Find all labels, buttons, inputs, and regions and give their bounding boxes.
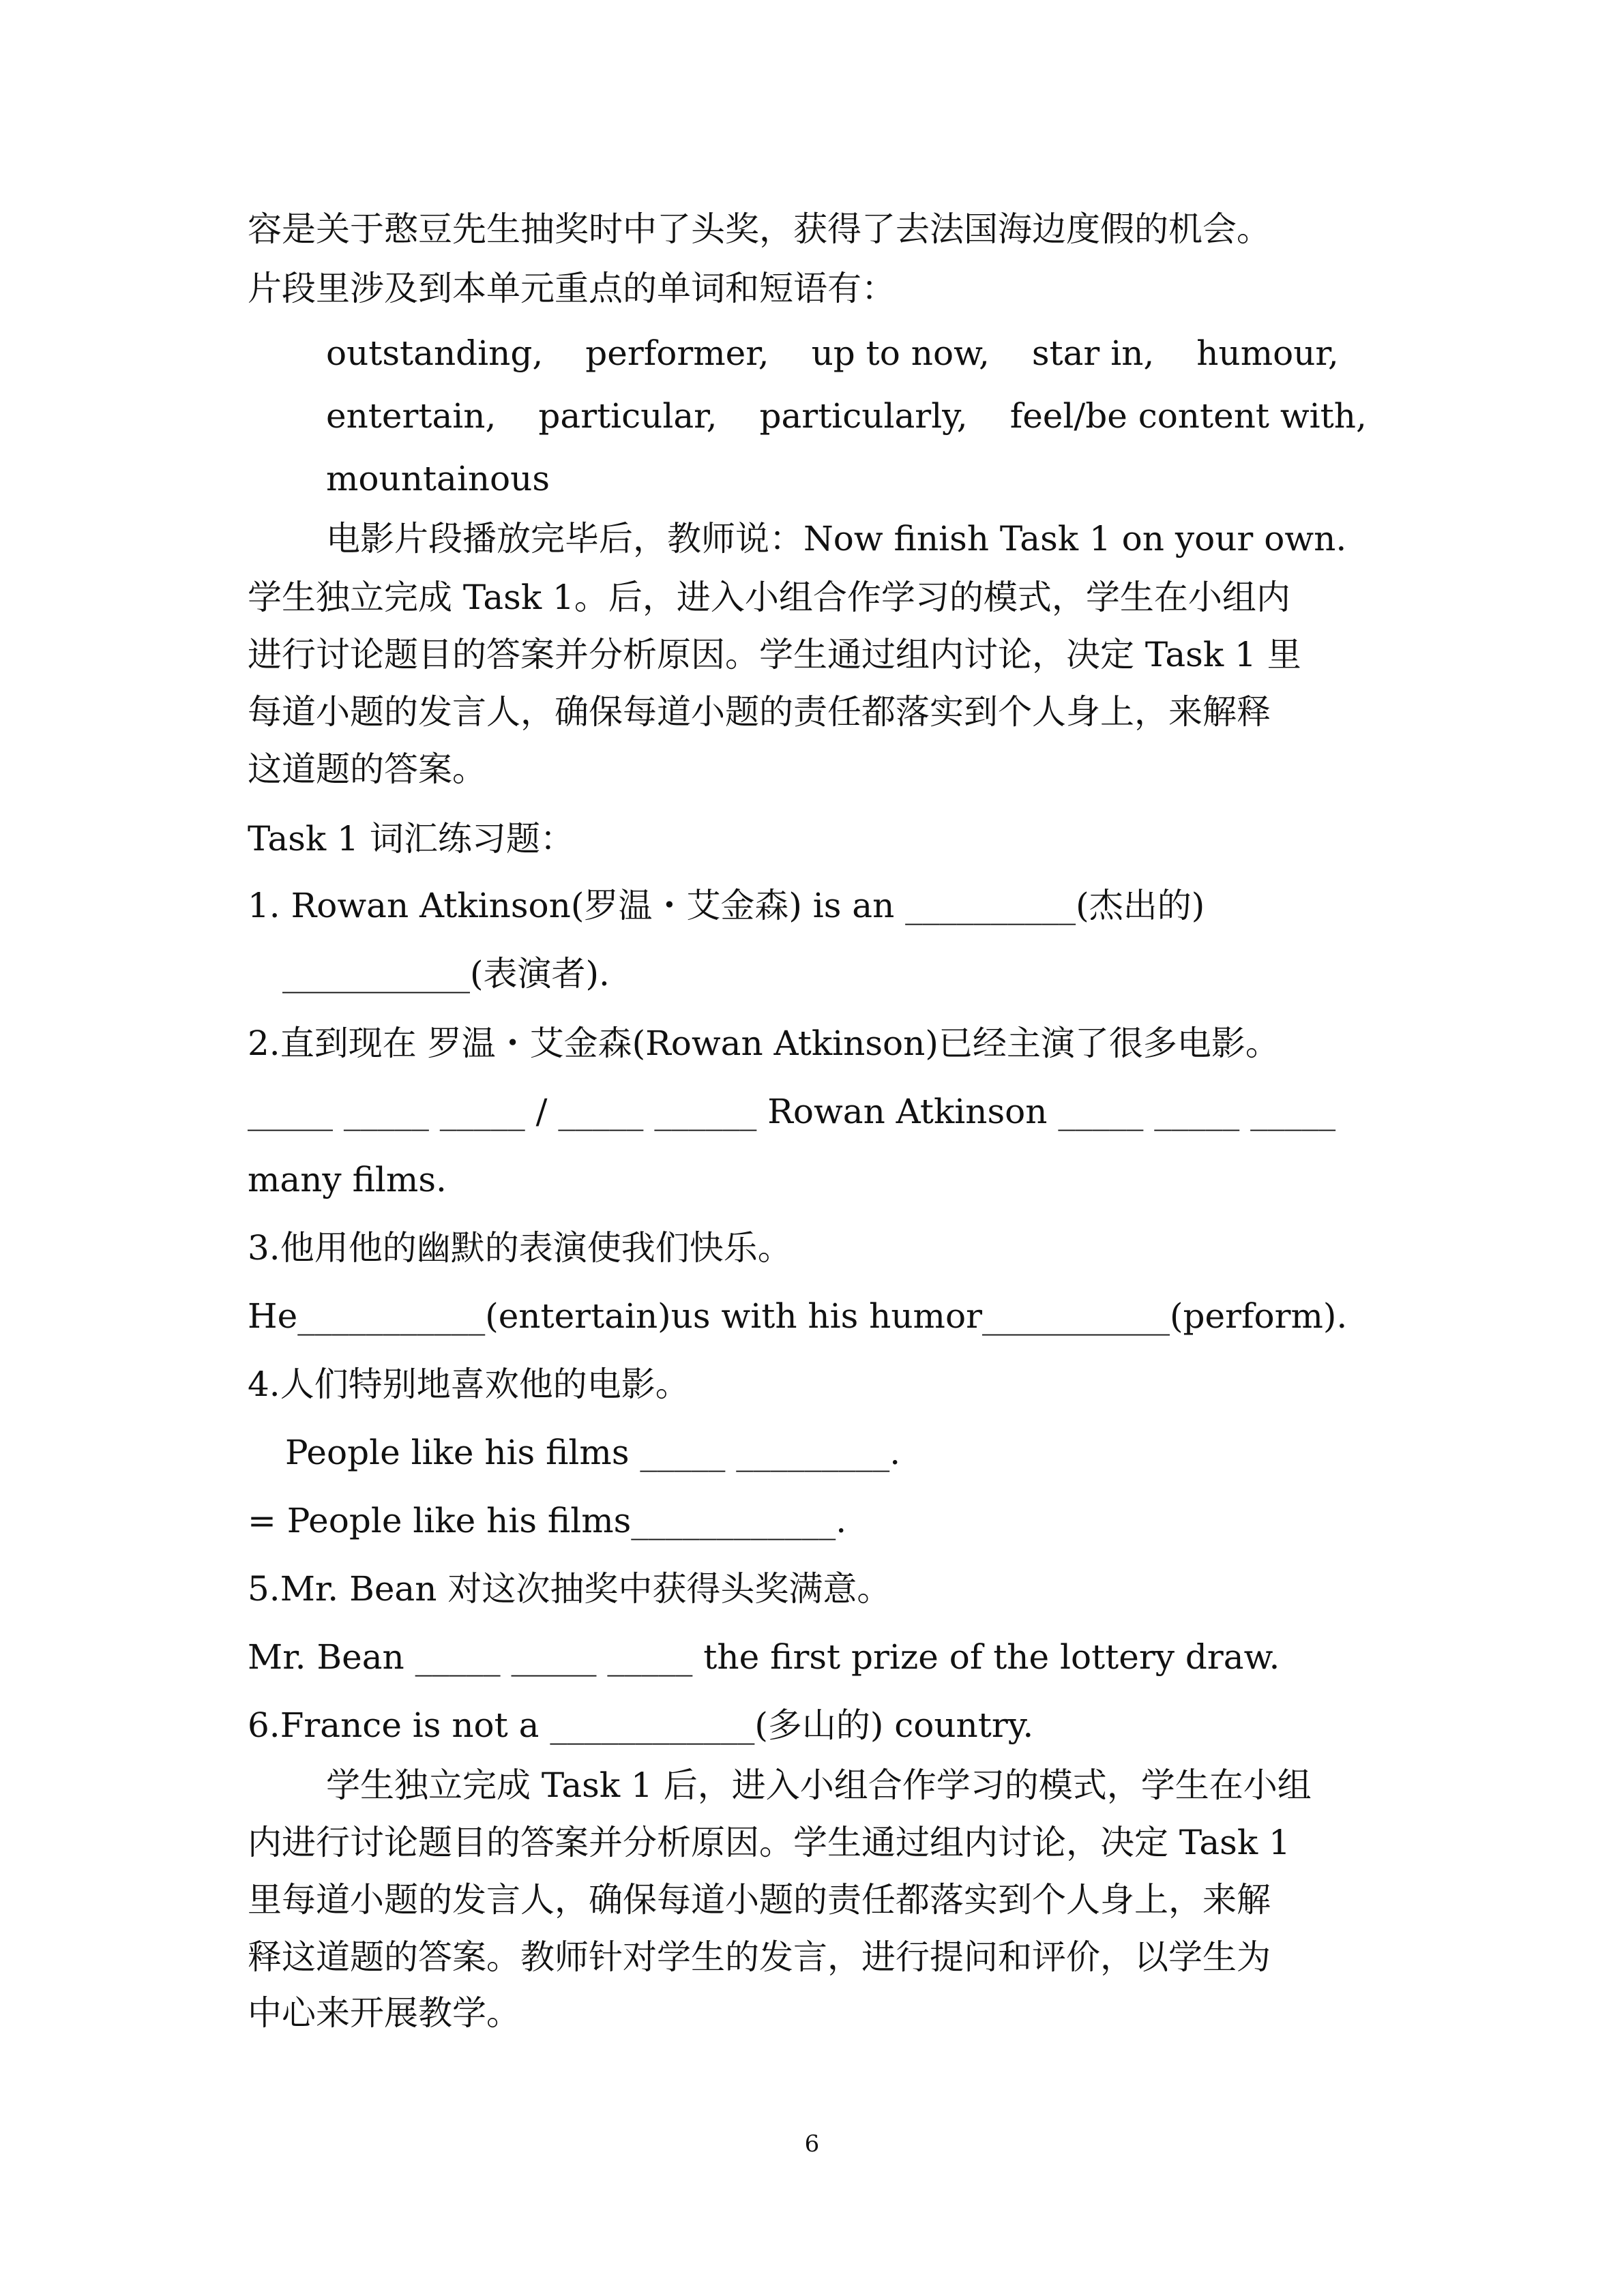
question-3-blanks: He___________(entertain)us with his humor___________(perform). [248, 1296, 1348, 1336]
para1-line-1: 电影片段播放完毕后，教师说：Now finish Task 1 on your own. [326, 519, 1347, 558]
vocab-word: up to now, [811, 333, 990, 373]
vocab-line-1 [326, 333, 1381, 374]
vocab-word: mountainous [326, 459, 550, 498]
para2-line-2: 内进行讨论题目的答案并分析原因。学生通过组内讨论，决定 Task 1 [248, 1823, 1290, 1862]
para1-line-5: 这道题的答案。 [248, 749, 486, 789]
para2-line-3: 里每道小题的发言人，确保每道小题的责任都落实到个人身上，来解 [248, 1880, 1271, 1920]
question-4: 4.人们特别地喜欢他的电影。 [248, 1365, 690, 1404]
intro-line-1: 容是关于憨豆先生抽奖时中了头奖，获得了去法国海边度假的机会。 [248, 209, 1271, 249]
task-title: Task 1 词汇练习题： [248, 819, 574, 859]
para2-line-5: 中心来开展教学。 [248, 1993, 520, 2033]
question-6: 6.France is not a ____________(多山的) country. [248, 1705, 1034, 1745]
vocab-word: feel/be content with, [1009, 396, 1367, 436]
question-2-cont: many films. [248, 1160, 447, 1199]
question-3: 3.他用他的幽默的表演使我们快乐。 [248, 1228, 792, 1268]
question-5-blanks: Mr. Bean _____ _____ _____ the first prize of the lottery draw. [248, 1637, 1280, 1677]
question-4-blanks-a: People like his films _____ _________. [285, 1433, 901, 1472]
vocab-line-3 [326, 458, 592, 499]
vocab-word: humour, [1196, 333, 1339, 373]
question-2: 2.直到现在 罗温・艾金森(Rowan Atkinson)已经主演了很多电影。 [248, 1024, 1280, 1063]
intro-line-2: 片段里涉及到本单元重点的单词和短语有： [248, 269, 896, 308]
vocab-word: outstanding, [326, 333, 544, 373]
vocab-word: star in, [1031, 333, 1155, 373]
para2-line-4: 释这道题的答案。教师针对学生的发言，进行提问和评价，以学生为 [248, 1937, 1271, 1977]
vocab-word: performer, [585, 333, 769, 373]
vocab-word: particular, [538, 396, 718, 436]
question-2-blanks: _____ _____ _____ / _____ ______ Rowan Atkinson _____ _____ _____ [248, 1092, 1336, 1131]
vocab-line-2 [326, 396, 1409, 436]
question-5: 5.Mr. Bean 对这次抽奖中获得头奖满意。 [248, 1569, 891, 1609]
question-1-cont: ___________(表演者). [282, 954, 610, 994]
para2-line-1: 学生独立完成 Task 1 后，进入小组合作学习的模式，学生在小组 [326, 1765, 1312, 1805]
question-1: 1. Rowan Atkinson(罗温・艾金森) is an __________(杰出的) [248, 886, 1205, 925]
vocab-word: entertain, [326, 396, 497, 436]
page-number: 6 [804, 2130, 820, 2158]
question-4-blanks-b: = People like his films____________. [248, 1501, 847, 1540]
vocab-word: particularly, [759, 396, 968, 436]
para1-line-4: 每道小题的发言人，确保每道小题的责任都落实到个人身上，来解释 [248, 692, 1271, 732]
para1-line-3: 进行讨论题目的答案并分析原因。学生通过组内讨论，决定 Task 1 里 [248, 635, 1301, 674]
para1-line-2: 学生独立完成 Task 1。后，进入小组合作学习的模式，学生在小组内 [248, 578, 1290, 617]
